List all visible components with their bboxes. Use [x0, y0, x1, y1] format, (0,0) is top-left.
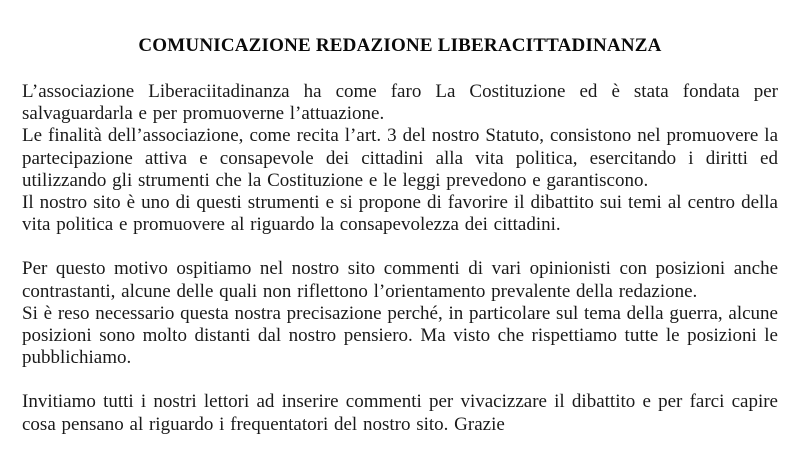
document-title: COMUNICAZIONE REDAZIONE LIBERACITTADINANZA	[138, 35, 662, 56]
paragraph-association-intro: L’associazione Liberaciitadinanza ha come faro La Costituzione ed è stata fondata per salvaguardarla e per promuoverne l’attuazione.	[22, 81, 778, 125]
paragraph-clarification: Si è reso necessario questa nostra precisazione perché, in particolare sul tema della guerra, alcune posizioni sono molto distanti dal nostro pensiero. Ma visto che rispettiamo tutte le posizioni le pubblichiamo.	[22, 302, 778, 369]
paragraph-statute-goals: Le finalità dell’associazione, come recita l’art. 3 del nostro Statuto, consistono nel promuovere la partecipazione attiva e consapevole dei cittadini alla vita politica, esercitando i diritti ed utilizzando gli strumenti che la Costituzione e le leggi prevedono e garantiscono.	[22, 125, 778, 191]
paragraph-site-purpose: Il nostro sito è uno di questi strumenti e si propone di favorire il dibattito sui temi al centro della vita politica e promuovere al riguardo la consapevolezza dei cittadini.	[22, 192, 778, 236]
paragraph-opinion-diversity: Per questo motivo ospitiamo nel nostro sito commenti di vari opinionisti con posizioni anche contrastanti, alcune delle quali non riflettono l’orientamento prevalente della redazione.	[22, 258, 778, 302]
paragraph-invitation: Invitiamo tutti i nostri lettori ad inserire commenti per vivacizzare il dibattito e per farci capire cosa pensano al riguardo i frequentatori del nostro sito. Grazie	[22, 391, 778, 435]
